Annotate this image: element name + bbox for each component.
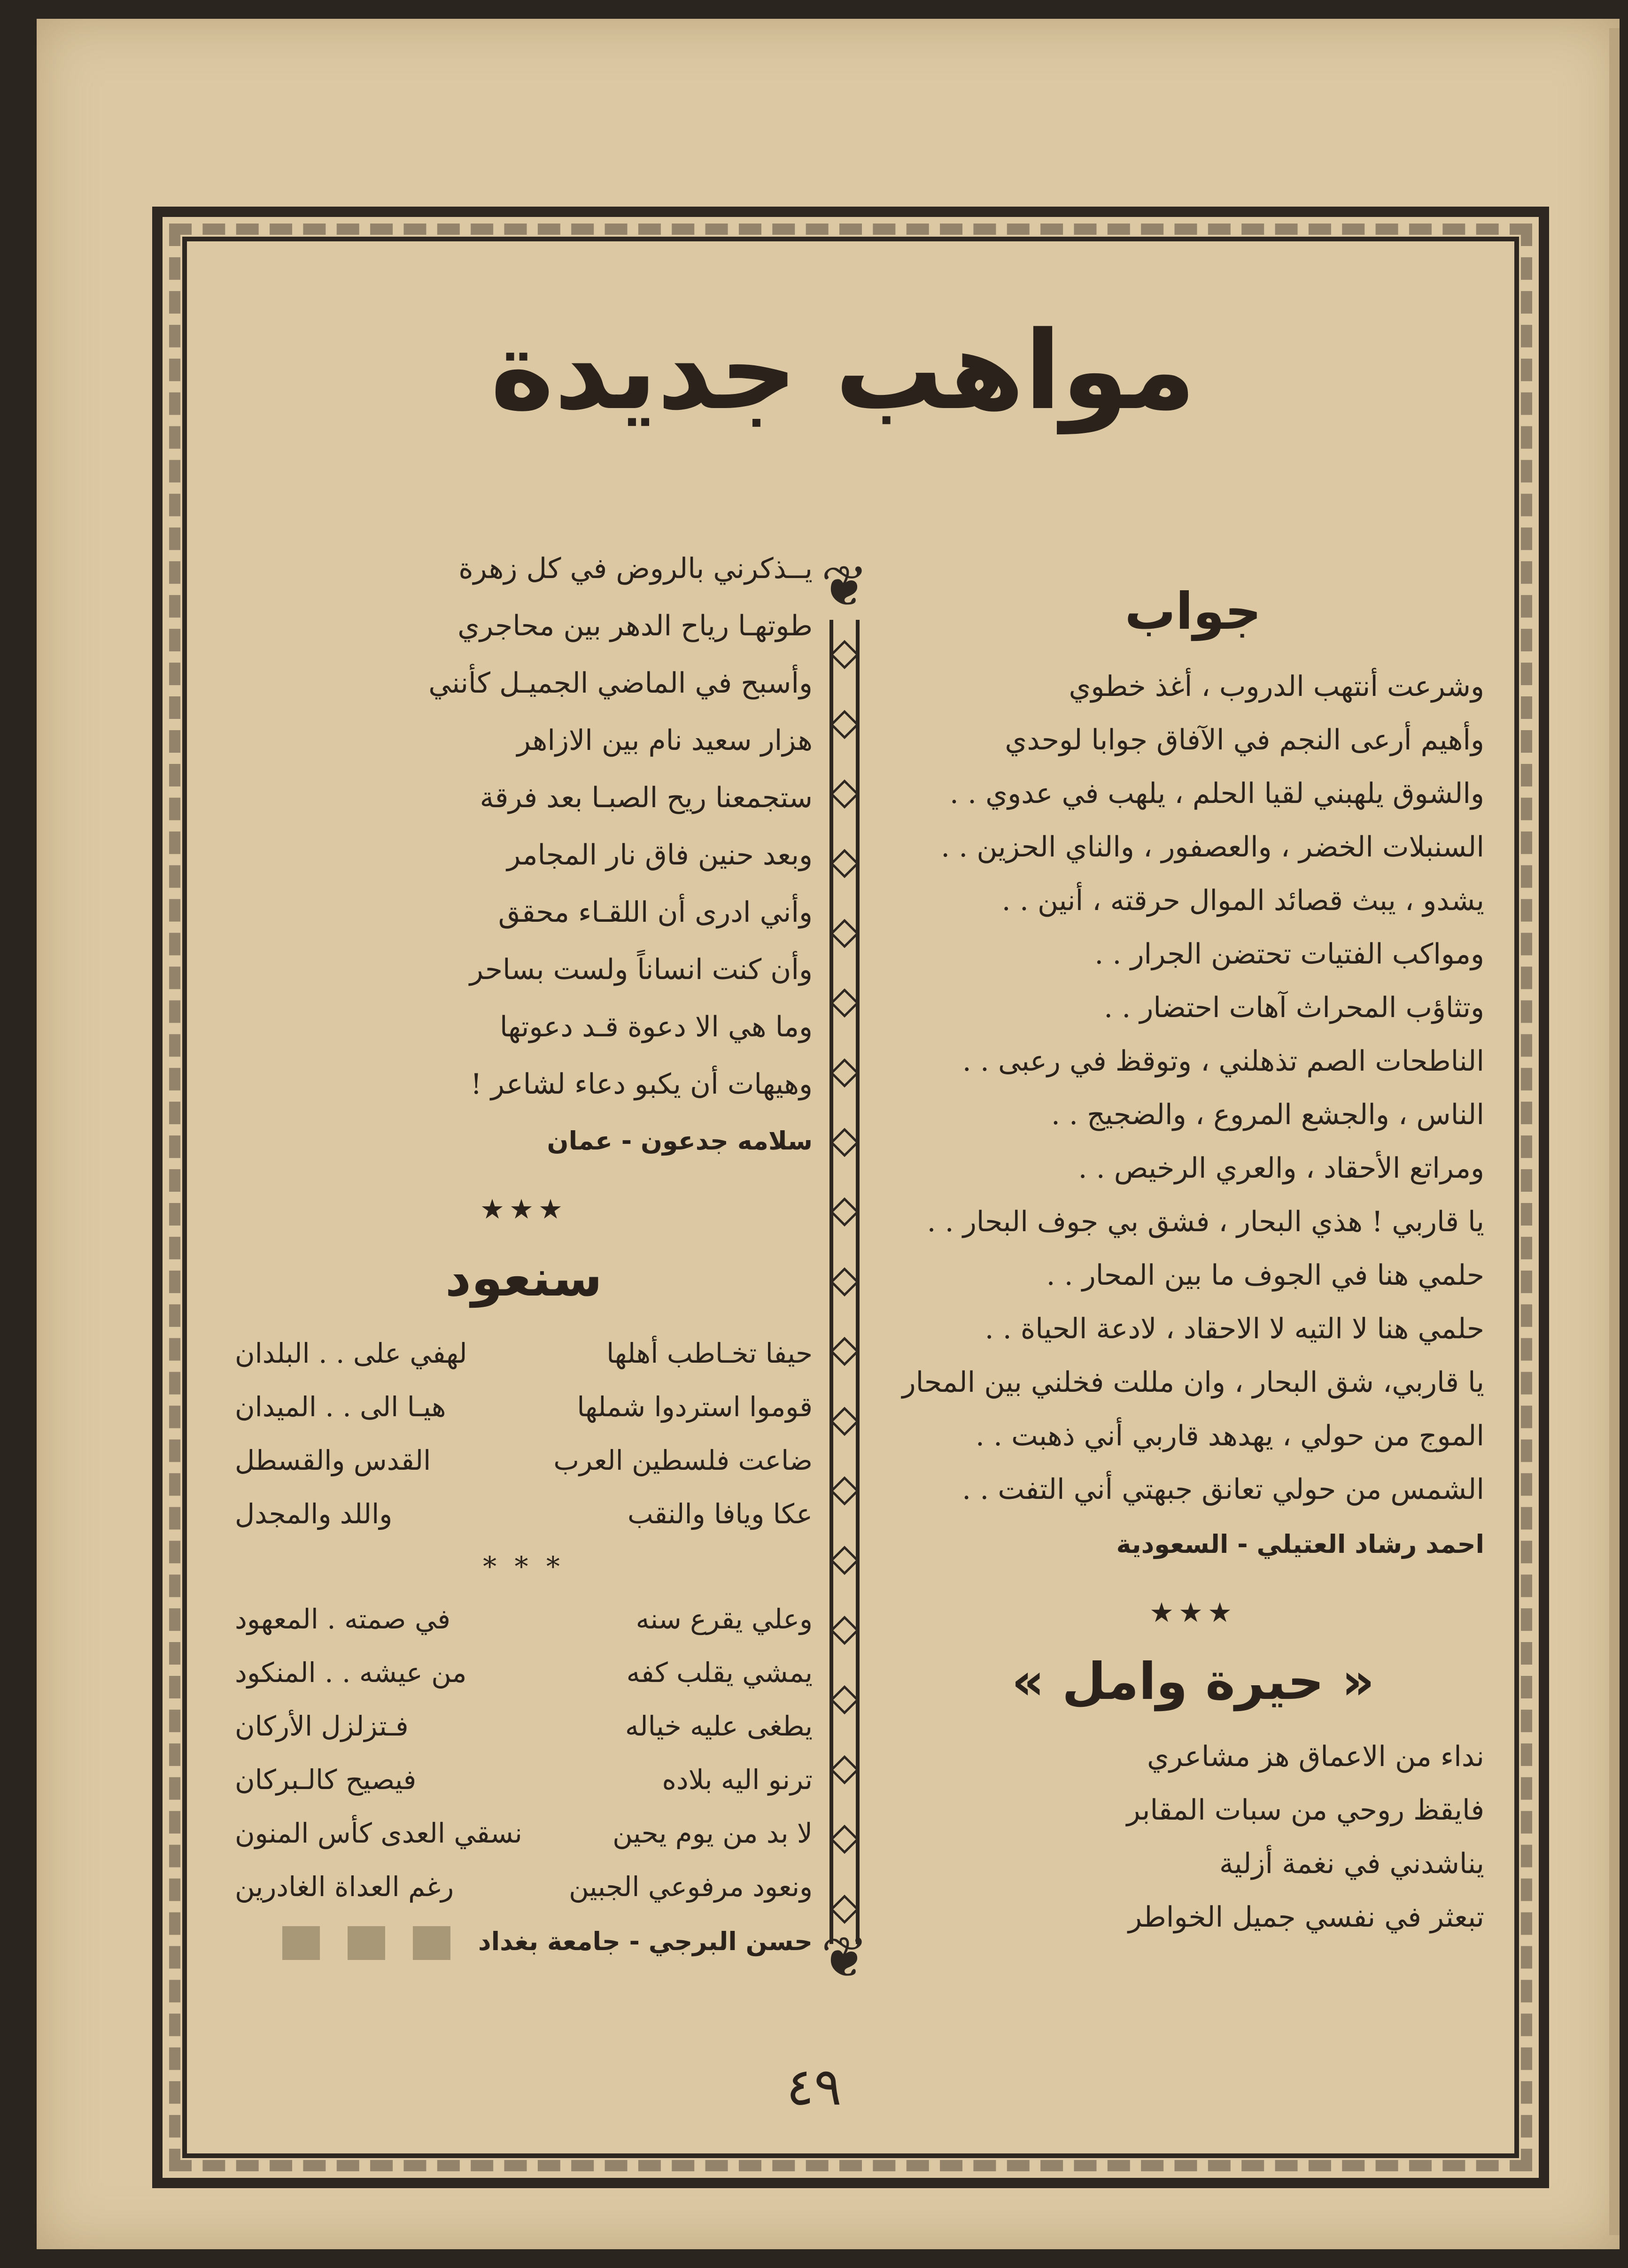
verse-first-half: وعلي يقرع سنه [636,1603,813,1635]
poem-line: طوتهـا رياح الدهر بين محاجري [457,609,813,642]
divider-star-icon [830,1546,859,1575]
verse-first-half: ونعود مرفوعي الجبين [569,1871,813,1903]
section-stars: ★★★ [1149,1597,1237,1628]
author-signature-row [235,1913,813,1970]
verse-break-stars: * * * [483,1551,565,1582]
divider-star-icon [830,1128,859,1157]
divider-star-icon [830,1197,859,1227]
poem-line: يا قاربي، شق البحار ، وان مللت فخلني بين المحار [902,1366,1484,1399]
poem-line: ومواكب الفتيات تحتضن الجرار . . [1094,938,1484,971]
divider-star-icon [830,1755,859,1784]
poem-line: وأسبح في الماضي الجميـل كأنني [428,667,813,700]
verse-second-half: القدس والقسطل [235,1444,431,1476]
page-number: ٤٩ [786,2057,842,2117]
poem-line: وأن كنت انساناً ولست بساحر [469,953,813,986]
right-column [902,582,1484,1944]
poem-line: وما هي الا دعوة قـد دعوتها [499,1011,813,1043]
divider-star-icon [830,1894,859,1923]
poem-line: وأني ادرى أن اللقـاء محقق [498,896,813,929]
poem-line: ستجمعنا ريح الصبـا بعد فرقة [480,781,813,814]
verse-second-half: فيصيح كالـبركان [235,1764,417,1796]
poem-line: نداء من الاعماق هز مشاعري [1147,1740,1484,1773]
section-stars: ★★★ [480,1193,567,1225]
verse-second-half: من عيشه . . المنكود [235,1657,467,1689]
poem-line: يا قاربي ! هذي البحار ، فشق بي جوف البحار . . [927,1205,1484,1238]
divider-star-icon [830,1058,859,1088]
verse-second-half: فـتزلزل الأركان [235,1710,409,1742]
poem-verse [235,1646,813,1699]
poem-verse [235,1434,813,1487]
poem-line: هزار سعيد نام بين الازاهر [517,724,813,757]
page-title: مواهب جديدة [490,308,1196,434]
verse-second-half: نسقي العدى كأس المنون [235,1817,522,1849]
article-heading: « حيرة وامل » [1011,1652,1375,1711]
poem-verse [235,1487,813,1541]
author-signature: سلامه جدعون - عمان [547,1126,813,1156]
verse-second-half: لهفي على . . البلدان [235,1337,467,1369]
divider-star-icon [830,1616,859,1645]
poem-line: السنبلات الخضر ، والعصفور ، والناي الحزين . . [941,831,1484,864]
poem-line: تبعثر في نفسي جميل الخواطر [1128,1901,1484,1934]
poem-line: يشدو ، يبث قصائد الموال حرقته ، أنين . . [1001,884,1484,917]
poem-verse [235,1860,813,1913]
poem-line: حلمي هنا لا التيه لا الاحقاد ، لادعة الحياة . . [985,1312,1484,1345]
poem-line: وشرعت أنتهب الدروب ، أغذ خطوي [1069,670,1484,703]
divider-star-icon [830,1825,859,1854]
poem-verse [235,1699,813,1753]
poem-top [235,540,813,1113]
divider-star-icon [830,1407,859,1436]
stamp-mark-icon [348,1926,385,1960]
divider-star-icon [830,1476,859,1505]
verse-second-half: واللد والمجدل [235,1498,393,1530]
column-divider [830,620,860,1944]
left-column [235,540,813,1970]
stamp-mark-icon [413,1926,450,1960]
divider-star-icon [830,1685,859,1714]
author-signature: احمد رشاد العتيلي - السعودية [1116,1529,1484,1559]
bottom-ornament-icon: ❦ [821,1925,868,1990]
page-edge [1609,28,1620,2235]
poem-sanaud [235,1327,813,1913]
poem-verse [235,1806,813,1860]
poem-line: الموج من حولي ، يهدهد قاربي أني ذهبت . . [975,1419,1484,1452]
poem-line: وأهيم أرعى النجم في الآفاق جوابا لوحدي [1005,724,1484,756]
verse-first-half: ضاعت فلسطين العرب [553,1444,813,1476]
poem-verse [235,1327,813,1380]
poem-line: الشمس من حولي تعانق جبهتي أني التفت . . [962,1473,1484,1506]
verse-first-half: يمشي يقلب كفه [626,1657,813,1689]
poem-line: يــذكرني بالروض في كل زهرة [458,552,813,585]
divider-star-icon [830,710,859,739]
verse-first-half: قوموا استردوا شملها [577,1391,813,1423]
verse-first-half: لا بد من يوم يحين [612,1817,813,1849]
poem-line: يناشدني في نغمة أزلية [1219,1847,1484,1880]
poem-line: الناطحات الصم تذهلني ، وتوقظ في رعبى . . [962,1045,1484,1078]
divider-star-icon [830,640,859,669]
article-heading: سنعود [445,1249,603,1308]
verse-second-half: هيـا الى . . الميدان [235,1391,446,1423]
divider-star-icon [830,849,859,878]
verse-first-half: ترنو اليه بلاده [662,1764,813,1796]
stamp-mark-icon [282,1926,320,1960]
poem-hayra [902,1730,1484,1944]
verse-second-half: رغم العداة الغادرين [235,1871,454,1903]
verse-second-half: في صمته . المعهود [235,1603,451,1635]
poem-line: ومراتع الأحقاد ، والعري الرخيص . . [1078,1152,1484,1185]
poem-line: وهيهات أن يكبو دعاء لشاعر ! [470,1068,813,1101]
article-heading: جواب [1124,582,1262,641]
poem-line: الناس ، والجشع المروع ، والضجيج . . [1051,1098,1484,1131]
verse-first-half: عكا ويافا والنقب [628,1498,813,1530]
poem-verse [235,1753,813,1806]
verse-first-half: حيفا تخـاطب أهلها [606,1337,813,1369]
poem-line: وبعد حنين فاق نار المجامر [507,839,813,872]
author-signature: حسن البرجي - جامعة بغداد [478,1927,813,1956]
poem-verse [235,1592,813,1646]
divider-star-icon [830,988,859,1018]
poem-line: وتثاؤب المحراث آهات احتضار . . [1104,991,1484,1024]
top-ornament-icon: ❦ [821,554,868,619]
divider-star-icon [830,1337,859,1366]
divider-star-icon [830,1267,859,1296]
poem-line: فايقظ روحي من سبات المقابر [1126,1794,1484,1827]
poem-line: حلمي هنا في الجوف ما بين المحار . . [1046,1259,1484,1292]
divider-star-icon [830,919,859,948]
poem-jawab [902,660,1484,1516]
divider-star-icon [830,779,859,809]
poem-line: والشوق يلهبني لقيا الحلم ، يلهب في عدوي . . [949,777,1484,810]
verse-first-half: يطغى عليه خياله [625,1710,813,1742]
poem-verse [235,1380,813,1434]
